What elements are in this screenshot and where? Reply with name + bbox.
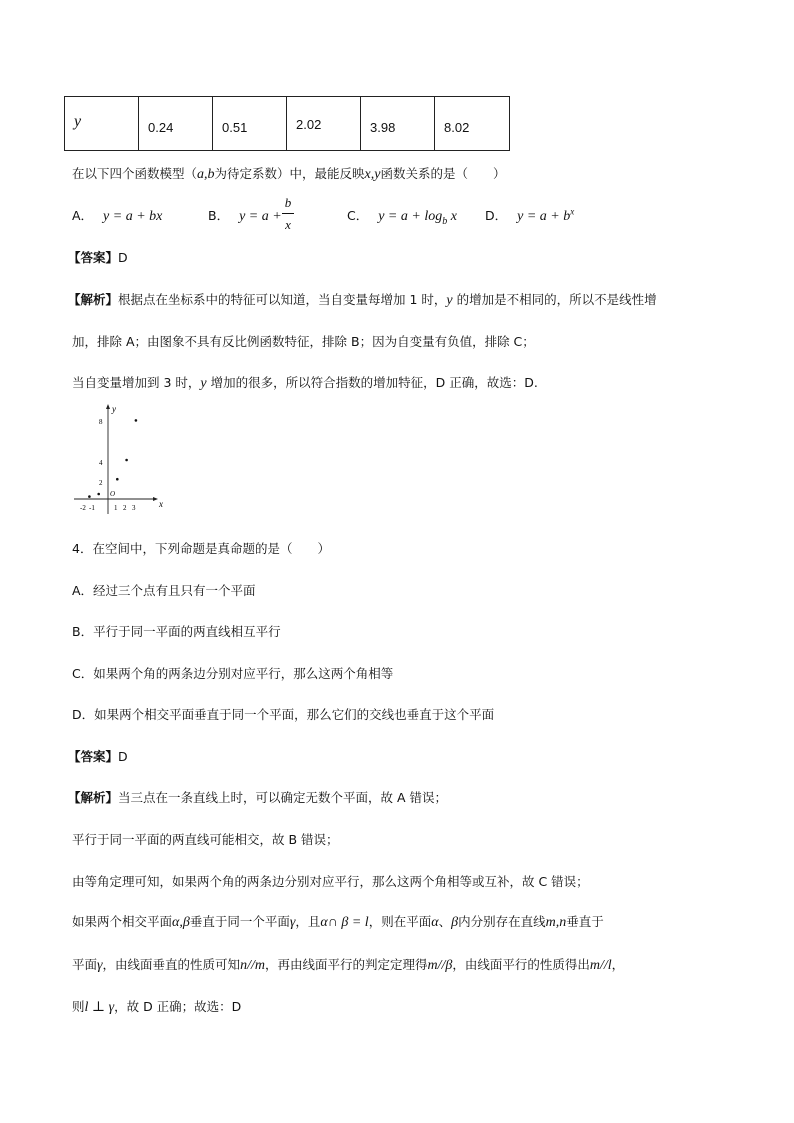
data-point <box>88 495 91 498</box>
math-intersection: α∩ β = l <box>320 915 369 930</box>
answer-tag: 【答案】 <box>68 749 119 764</box>
analysis-text: ，由线面垂直的性质可知 <box>102 957 241 972</box>
analysis-line: 由等角定理可知，如果两个角的两条边分别对应平行，那么这两个角相等或互补，故 C 错误； <box>72 874 589 889</box>
value-table <box>64 96 510 151</box>
answer-line <box>68 248 128 266</box>
math-y: y <box>446 293 453 308</box>
data-points <box>88 419 137 498</box>
analysis-line <box>68 788 447 806</box>
y-axis-arrow <box>106 404 110 409</box>
y-axis-label: y <box>112 404 116 414</box>
option-formula: y = a + <box>239 209 282 224</box>
table-cell: 3.98 <box>361 97 435 151</box>
option-formula <box>378 209 457 227</box>
analysis-line <box>68 290 657 309</box>
analysis-text: ，则在平面 <box>368 914 432 929</box>
option-label: B． <box>208 208 230 223</box>
math-mn: m,n <box>545 915 567 930</box>
table-cell: 2.02 <box>287 97 361 151</box>
prompt-text: 函数关系的是（ ） <box>380 166 506 181</box>
x-tick-label: 1 <box>114 504 118 512</box>
table-cell: 8.02 <box>435 97 510 151</box>
y-tick-label: 8 <box>99 418 103 426</box>
analysis-text: 平面 <box>72 957 98 972</box>
option-c <box>347 206 457 227</box>
analysis-text: ， <box>611 957 625 972</box>
analysis-text: ，再由线面平行的判定定理得 <box>264 957 428 972</box>
question-title: 4．在空间中，下列命题是真命题的是（ ） <box>72 541 330 556</box>
y-tick-label: 4 <box>99 459 103 467</box>
analysis-text: 垂直于 <box>566 914 604 929</box>
analysis-tag: 【解析】 <box>68 790 119 805</box>
option-b: B．平行于同一平面的两直线相互平行 <box>72 624 281 639</box>
analysis-line <box>72 373 538 392</box>
math-y: y <box>200 376 207 391</box>
prompt-text: 在以下四个函数模型（ <box>72 166 198 181</box>
formula-text: y = a + b <box>517 209 571 224</box>
log-base: b <box>442 215 448 227</box>
analysis-text: 如果两个相交平面 <box>72 914 173 929</box>
exponent: x <box>570 206 575 217</box>
y-tick-label: 2 <box>99 479 103 487</box>
analysis-text: 垂直于同一个平面 <box>189 914 290 929</box>
option-label: D． <box>485 208 508 223</box>
option-a <box>72 206 162 225</box>
x-axis-arrow <box>153 497 158 501</box>
x-tick-label: 3 <box>132 504 136 512</box>
option-label: A． <box>72 208 94 223</box>
option-b <box>208 206 282 225</box>
analysis-line: 加，排除 A；由图象不具有反比例函数特征，排除 B；因为自变量有负值，排除 C； <box>72 334 535 349</box>
analysis-line: 平行于同一平面的两直线可能相交，故 B 错误； <box>72 832 339 847</box>
answer-line <box>68 747 128 765</box>
math-n-parallel-m: n//m <box>240 958 265 973</box>
analysis-line <box>72 912 604 931</box>
option-formula <box>517 206 575 224</box>
analysis-text: 增加的很多，所以符合指数的增加特征，D 正确，故选：D. <box>206 375 538 390</box>
table-row <box>65 97 510 151</box>
math-ab: a,b <box>197 167 215 182</box>
analysis-text: 当自变量增加到 3 时， <box>72 375 201 390</box>
question-prompt <box>72 164 505 183</box>
formula-text: y = a + log <box>378 209 443 224</box>
x-axis-label: x <box>159 499 163 509</box>
option-a: A．经过三个点有且只有一个平面 <box>72 583 256 598</box>
analysis-line <box>72 997 241 1016</box>
fraction-numerator: b <box>284 195 292 210</box>
origin-label: O <box>110 490 116 498</box>
formula-text: x <box>447 209 457 224</box>
analysis-text: ，且 <box>295 914 321 929</box>
data-point <box>97 493 100 496</box>
option-d: D．如果两个相交平面垂直于同一个平面，那么它们的交线也垂直于这个平面 <box>72 707 495 722</box>
scatter-plot <box>72 402 172 517</box>
analysis-text: 根据点在坐标系中的特征可以知道，当自变量每增加 1 时， <box>118 292 447 307</box>
analysis-text: 则 <box>72 999 85 1014</box>
math-alpha: α <box>431 915 439 930</box>
table-cell: 0.51 <box>213 97 287 151</box>
math-xy: x,y <box>364 167 381 182</box>
answer-value: D <box>118 749 128 764</box>
fraction-denominator: x <box>285 217 291 232</box>
analysis-tag: 【解析】 <box>68 292 119 307</box>
option-formula: y = a + bx <box>103 209 163 224</box>
math-gamma: γ <box>97 958 103 973</box>
math-l-perp-gamma: l ⊥ γ <box>84 1000 115 1015</box>
math-gamma: γ <box>289 915 296 930</box>
analysis-text: 、 <box>438 914 452 929</box>
analysis-line <box>72 955 624 974</box>
option-c: C．如果两个角的两条边分别对应平行，那么这两个角相等 <box>72 666 394 681</box>
math-m-parallel-l: m//l <box>589 958 612 973</box>
option-label: C． <box>347 208 369 223</box>
table-cell: 0.24 <box>139 97 213 151</box>
math-alpha-beta: α,β <box>172 915 190 930</box>
analysis-text: ，故 D 正确；故选：D <box>114 999 242 1014</box>
analysis-text: 的增加是不相同的，所以不是线性增 <box>452 292 657 307</box>
math-m-parallel-beta: m//β <box>427 958 453 973</box>
prompt-text: 为待定系数）中，最能反映 <box>214 166 365 181</box>
analysis-text: 内分别存在直线 <box>458 914 546 929</box>
data-point <box>116 478 119 481</box>
table-header-cell: y <box>65 97 139 151</box>
analysis-text: ，由线面平行的性质得出 <box>452 957 590 972</box>
fraction-bar <box>282 213 294 214</box>
x-tick-label: 2 <box>123 504 127 512</box>
math-beta: β <box>451 915 459 930</box>
x-tick-label: -1 <box>89 504 95 512</box>
analysis-text: 当三点在一条直线上时，可以确定无数个平面，故 A 错误； <box>118 790 448 805</box>
data-point <box>135 419 138 422</box>
option-d <box>485 206 574 225</box>
data-point <box>125 459 128 462</box>
answer-tag: 【答案】 <box>68 250 119 265</box>
x-tick-label: -2 <box>80 504 86 512</box>
answer-value: D <box>118 250 128 265</box>
